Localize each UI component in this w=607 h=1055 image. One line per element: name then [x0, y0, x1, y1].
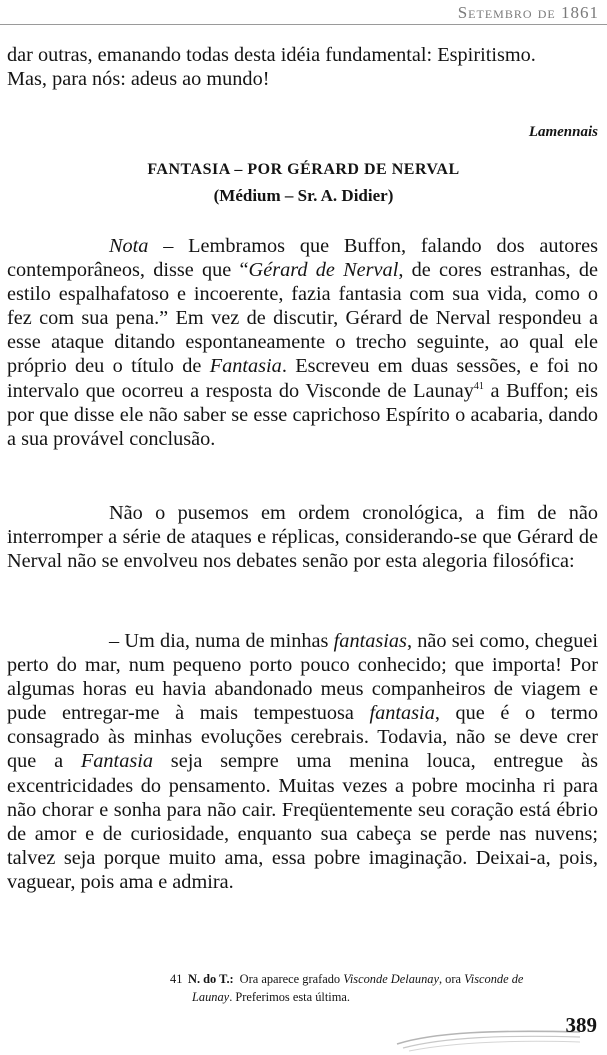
footnote: 41 N. do T.: Ora aparece grafado Visconde Delaunay, ora Visconde de Launay. Preferimos esta última. — [170, 972, 524, 1004]
page-number: 389 — [565, 1013, 597, 1037]
header-rule — [0, 24, 607, 25]
signature: Lamennais — [528, 124, 598, 140]
section-title: FANTASIA – POR GÉRARD DE NERVAL — [147, 161, 460, 178]
footnote-ref: 41 — [473, 380, 484, 392]
italic-title: Fantasia — [209, 355, 282, 378]
page-swoosh-ornament — [395, 1018, 585, 1054]
running-head: Setembro de 1861 — [457, 3, 599, 22]
footnote-label: N. do T.: — [188, 972, 234, 986]
intro-text — [7, 43, 598, 91]
italic-name: Gérard de Nerval — [248, 259, 399, 282]
note-label: Nota — [109, 235, 149, 257]
chronology-paragraph: Não o pusemos em ordem cronológica, a fim de não interromper a série de ataques e réplicas, considerando-se que Gérard de Nerval não se envolveu nos debates senão por esta alegoria filosófica: — [7, 502, 598, 573]
fantasia-paragraph: – Um dia, numa de minhas fantasias, não sei como, cheguei perto do mar, num pequeno porto pouco conhecido; que importa! Por algumas horas eu havia abandonado meus companheiros de viagem e pude entregar-me à mais tempestuosa fantasia, que é o termo consagrado às minhas evoluções cerebrais. Todavia, não se deve crer que a Fantasia seja sempre uma menina louca, entregue às excentricidades do pensamento. Muitas vezes a pobre mocinha ri para não chorar e sonha para não cair. Freqüentemente seu coração está ébrio de amor e de curiosidade, enquanto sua cabeça se perde nas nuvens; talvez seja porque muito ama, essa pobre imaginação. Deixai-a, pois, vaguear, pois ama e admira. — [7, 630, 598, 893]
intro-line-2: Mas, para nós: adeus ao mundo! — [7, 68, 270, 91]
note-paragraph: Nota – Lembramos que Buffon, falando dos autores contemporâneos, disse que “Gérard de Nerval, de cores estranhas, de estilo espalhafatoso e incoerente, fazia fantasia com sua vida, como o fez com sua pena.” Em vez de discutir, Gérard de Nerval respondeu a esse ataque ditando espontaneamente o trecho seguinte, ao qual ele próprio deu o título de Fantasia. Escreveu em duas sessões, e foi no intervalo que ocorreu a resposta do Visconde de Launay$^{41}$ a Buffon; eis por que disse ele não saber se esse caprichoso Espírito o acabaria, dando a sua provável conclusão. — [7, 235, 598, 450]
intro-line-1: dar outras, emanando todas desta idéia fundamental: Espiritismo. — [7, 44, 536, 66]
section-subtitle: (Médium – Sr. A. Didier) — [213, 186, 394, 205]
footnote-number: 41 — [170, 972, 183, 986]
